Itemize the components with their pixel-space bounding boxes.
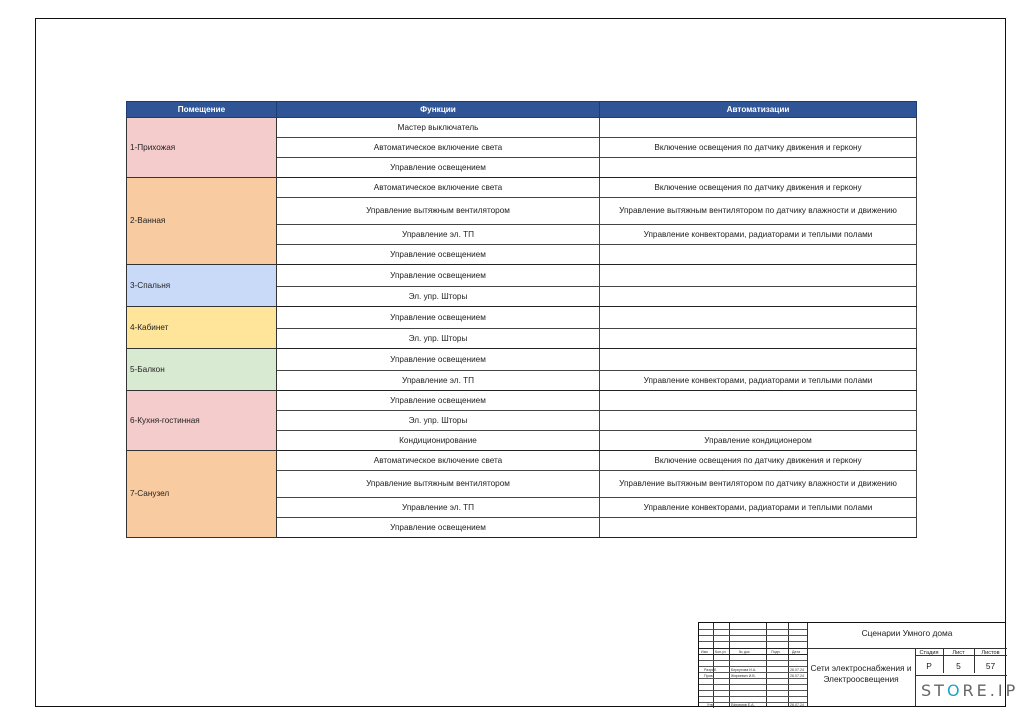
room-cell: 4-Кабинет bbox=[127, 307, 277, 349]
tb-col-izm: Изм bbox=[701, 650, 708, 654]
function-cell: Эл. упр. Шторы bbox=[277, 411, 600, 431]
tb-date-razrab: 26.07.24 bbox=[790, 668, 804, 672]
function-cell: Управление освещением bbox=[277, 349, 600, 371]
table-row bbox=[127, 349, 917, 371]
header-functions: Функции bbox=[277, 102, 600, 118]
function-cell: Управление освещением bbox=[277, 245, 600, 265]
function-cell: Кондиционирование bbox=[277, 431, 600, 451]
tb-sheets-label: Листов bbox=[981, 650, 1000, 656]
automation-cell bbox=[600, 391, 917, 411]
function-cell: Управление эл. ТП bbox=[277, 498, 600, 518]
automation-cell bbox=[600, 287, 917, 307]
table-row bbox=[127, 265, 917, 287]
function-cell: Управление вытяжным вентилятором bbox=[277, 198, 600, 225]
tb-date-utv: 26.07.24 bbox=[790, 703, 804, 707]
automation-cell bbox=[600, 118, 917, 138]
tb-col-data: Дата bbox=[792, 650, 800, 654]
tb-col-kol: Кол.уч bbox=[715, 650, 726, 654]
tb-stage-label: Стадия bbox=[919, 650, 939, 656]
function-cell: Эл. упр. Шторы bbox=[277, 287, 600, 307]
automation-cell: Управление вытяжным вентилятором по датчику влажности и движению bbox=[600, 198, 917, 225]
scenarios-table-container bbox=[126, 101, 916, 538]
tb-sheets-value: 57 bbox=[985, 661, 996, 671]
function-cell: Автоматическое включение света bbox=[277, 138, 600, 158]
room-cell: 3-Спальня bbox=[127, 265, 277, 307]
function-cell: Эл. упр. Шторы bbox=[277, 329, 600, 349]
automation-cell: Управление конвекторами, радиаторами и теплыми полами bbox=[600, 371, 917, 391]
tb-sheet-label: Лист bbox=[952, 650, 965, 656]
header-automations: Автоматизации bbox=[600, 102, 917, 118]
function-cell: Управление освещением bbox=[277, 391, 600, 411]
tb-section-title-1: Сети электроснабжения и bbox=[810, 663, 912, 673]
automation-cell: Управление конвекторами, радиаторами и теплыми полами bbox=[600, 225, 917, 245]
tb-section-title-2: Электроосвещения bbox=[823, 674, 899, 684]
function-cell: Управление освещением bbox=[277, 518, 600, 538]
table-row bbox=[127, 451, 917, 471]
scenarios-table bbox=[126, 101, 917, 538]
automation-cell bbox=[600, 158, 917, 178]
function-cell: Мастер выключатель bbox=[277, 118, 600, 138]
automation-cell bbox=[600, 349, 917, 371]
automation-cell: Включение освещения по датчику движения и геркону bbox=[600, 138, 917, 158]
automation-cell: Управление конвекторами, радиаторами и теплыми полами bbox=[600, 498, 917, 518]
tb-stage-value: Р bbox=[926, 661, 932, 671]
automation-cell: Включение освещения по датчику движения и геркону bbox=[600, 178, 917, 198]
tb-col-ndok: № док bbox=[739, 650, 750, 654]
room-cell: 7-Санузел bbox=[127, 451, 277, 538]
automation-cell bbox=[600, 265, 917, 287]
automation-cell: Управление кондиционером bbox=[600, 431, 917, 451]
automation-cell bbox=[600, 411, 917, 431]
room-cell: 1-Прихожая bbox=[127, 118, 277, 178]
tb-drawing-title: Сценарии Умного дома bbox=[861, 628, 953, 638]
function-cell: Автоматическое включение света bbox=[277, 178, 600, 198]
table-row bbox=[127, 178, 917, 198]
tb-role-utv: Утв. bbox=[707, 703, 714, 707]
automation-cell: Управление вытяжным вентилятором по датчику влажности и движению bbox=[600, 471, 917, 498]
function-cell: Управление эл. ТП bbox=[277, 225, 600, 245]
function-cell: Управление освещением bbox=[277, 265, 600, 287]
function-cell: Управление вытяжным вентилятором bbox=[277, 471, 600, 498]
tb-name-prov: Жиркевич И.В. bbox=[731, 674, 756, 678]
tb-date-prov: 26.07.24 bbox=[790, 674, 804, 678]
automation-cell bbox=[600, 329, 917, 349]
header-room: Помещение bbox=[127, 102, 277, 118]
automation-cell: Включение освещения по датчику движения и геркону bbox=[600, 451, 917, 471]
table-row bbox=[127, 307, 917, 329]
table-header-row bbox=[127, 102, 917, 118]
function-cell: Автоматическое включение света bbox=[277, 451, 600, 471]
automation-cell bbox=[600, 307, 917, 329]
tb-sheet-value: 5 bbox=[956, 661, 961, 671]
room-cell: 5-Балкон bbox=[127, 349, 277, 391]
store-ip-logo: STORE.IP bbox=[921, 681, 1019, 700]
automation-cell bbox=[600, 518, 917, 538]
room-cell: 2-Ванная bbox=[127, 178, 277, 265]
tb-role-razrab: Разраб. bbox=[704, 668, 717, 672]
function-cell: Управление эл. ТП bbox=[277, 371, 600, 391]
tb-name-utv: Ефремов Е.А. bbox=[731, 703, 755, 707]
table-row bbox=[127, 391, 917, 411]
title-block bbox=[698, 622, 1019, 707]
tb-role-prov: Пров. bbox=[704, 674, 714, 678]
table-body bbox=[127, 118, 917, 538]
room-cell: 6-Кухня-гостинная bbox=[127, 391, 277, 451]
tb-name-razrab: Беркутова И.А. bbox=[731, 668, 757, 672]
table-row bbox=[127, 118, 917, 138]
automation-cell bbox=[600, 245, 917, 265]
tb-col-podp: Подп. bbox=[771, 650, 781, 654]
function-cell: Управление освещением bbox=[277, 158, 600, 178]
function-cell: Управление освещением bbox=[277, 307, 600, 329]
